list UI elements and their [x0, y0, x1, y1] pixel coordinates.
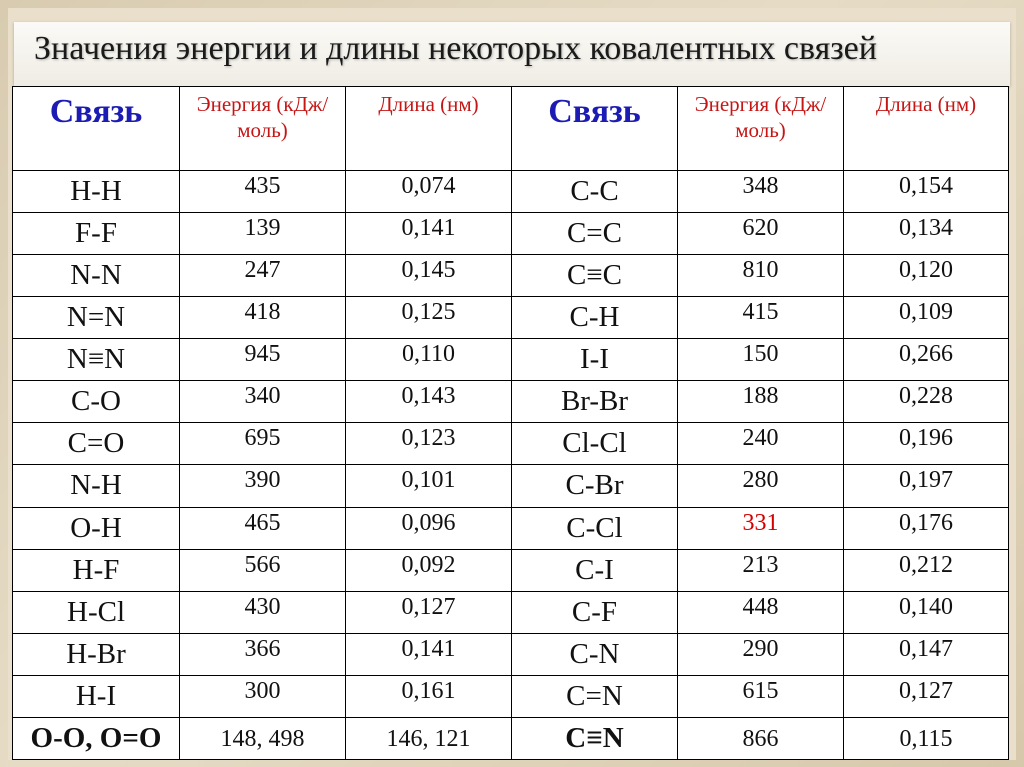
bond-cell-left: N-N	[13, 255, 180, 297]
length-cell-right: 0,176	[844, 507, 1009, 549]
bond-cell-left: H-H	[13, 171, 180, 213]
length-cell-left: 0,101	[346, 465, 512, 507]
bond-cell-right: Cl-Cl	[512, 423, 678, 465]
energy-cell-left: 366	[180, 633, 346, 675]
energy-cell-left: 435	[180, 171, 346, 213]
bond-cell-left: H-Br	[13, 633, 180, 675]
table-row	[13, 633, 1009, 675]
header-bond-label: Связь	[49, 93, 143, 130]
length-cell-right: 0,109	[844, 297, 1009, 339]
energy-cell-right: 415	[678, 297, 844, 339]
length-cell-left: 0,161	[346, 675, 512, 717]
length-cell-left: 0,127	[346, 591, 512, 633]
energy-cell-left: 390	[180, 465, 346, 507]
bond-cell-right: C-I	[512, 549, 678, 591]
length-cell-right: 0,196	[844, 423, 1009, 465]
table-row	[13, 507, 1009, 549]
bond-cell-right: C-H	[512, 297, 678, 339]
length-cell-right: 0,266	[844, 339, 1009, 381]
energy-cell-left: 430	[180, 591, 346, 633]
length-cell-right: 0,197	[844, 465, 1009, 507]
energy-cell-right: 290	[678, 633, 844, 675]
header-bond-label: Связь	[548, 93, 641, 130]
bond-table-container	[12, 86, 1008, 760]
energy-cell-right: 240	[678, 423, 844, 465]
bond-cell-right: C=N	[512, 675, 678, 717]
bond-cell-left: O-H	[13, 507, 180, 549]
energy-cell-right: 331	[678, 507, 844, 549]
energy-cell-right: 615	[678, 675, 844, 717]
bond-cell-right: C-N	[512, 633, 678, 675]
length-cell-right: 0,134	[844, 213, 1009, 255]
bond-cell-right: C≡C	[512, 255, 678, 297]
bond-cell-right: C=C	[512, 213, 678, 255]
page-title: Значения энергии и длины некоторых ковалентных связей	[34, 30, 877, 67]
table-row	[13, 717, 1009, 759]
table-row	[13, 591, 1009, 633]
length-cell-right: 0,147	[844, 633, 1009, 675]
energy-cell-right: 620	[678, 213, 844, 255]
energy-cell-right: 866	[678, 717, 844, 759]
length-cell-left: 0,141	[346, 213, 512, 255]
length-cell-left: 146, 121	[346, 717, 512, 759]
energy-cell-left: 300	[180, 675, 346, 717]
length-cell-right: 0,127	[844, 675, 1009, 717]
bond-cell-right: C-Br	[512, 465, 678, 507]
length-cell-left: 0,110	[346, 339, 512, 381]
table-row	[13, 297, 1009, 339]
length-cell-left: 0,145	[346, 255, 512, 297]
length-cell-left: 0,125	[346, 297, 512, 339]
length-cell-left: 0,143	[346, 381, 512, 423]
energy-cell-left: 945	[180, 339, 346, 381]
energy-cell-left: 340	[180, 381, 346, 423]
table-row	[13, 213, 1009, 255]
header-bond-right	[512, 87, 678, 171]
bond-cell-left: F-F	[13, 213, 180, 255]
length-cell-right: 0,228	[844, 381, 1009, 423]
bond-cell-right: I-I	[512, 339, 678, 381]
bond-cell-left: N-H	[13, 465, 180, 507]
table-row	[13, 465, 1009, 507]
length-cell-right: 0,120	[844, 255, 1009, 297]
length-cell-right: 0,115	[844, 717, 1009, 759]
energy-cell-right: 150	[678, 339, 844, 381]
length-cell-left: 0,092	[346, 549, 512, 591]
table-row	[13, 339, 1009, 381]
table-body	[13, 171, 1009, 760]
header-length-label: Длина (нм)	[378, 92, 479, 116]
header-energy-label: Энергия (кДж/моль)	[196, 92, 329, 142]
bond-table	[12, 86, 1009, 760]
header-energy-label: Энергия (кДж/моль)	[694, 92, 827, 142]
header-length-right	[844, 87, 1009, 171]
header-energy-left	[180, 87, 346, 171]
length-cell-right: 0,212	[844, 549, 1009, 591]
table-row	[13, 675, 1009, 717]
bond-cell-right: C-F	[512, 591, 678, 633]
bond-cell-left: H-Cl	[13, 591, 180, 633]
bond-cell-right: C-C	[512, 171, 678, 213]
header-energy-right	[678, 87, 844, 171]
energy-cell-left: 566	[180, 549, 346, 591]
bond-cell-left: H-I	[13, 675, 180, 717]
energy-cell-left: 148, 498	[180, 717, 346, 759]
length-cell-left: 0,074	[346, 171, 512, 213]
bond-cell-left: C-O	[13, 381, 180, 423]
energy-cell-left: 247	[180, 255, 346, 297]
header-length-left	[346, 87, 512, 171]
energy-cell-left: 695	[180, 423, 346, 465]
bond-cell-left: C=O	[13, 423, 180, 465]
energy-cell-right: 348	[678, 171, 844, 213]
length-cell-left: 0,141	[346, 633, 512, 675]
energy-cell-right: 280	[678, 465, 844, 507]
table-row	[13, 171, 1009, 213]
bond-cell-left: H-F	[13, 549, 180, 591]
bond-cell-right: Br-Br	[512, 381, 678, 423]
header-row	[13, 87, 1009, 171]
energy-cell-right: 810	[678, 255, 844, 297]
energy-cell-right: 213	[678, 549, 844, 591]
bond-cell-left: N=N	[13, 297, 180, 339]
header-bond-left	[13, 87, 180, 171]
energy-cell-right: 448	[678, 591, 844, 633]
bond-cell-left: O-O, O=O	[13, 717, 180, 759]
length-cell-right: 0,154	[844, 171, 1009, 213]
energy-cell-left: 418	[180, 297, 346, 339]
length-cell-left: 0,096	[346, 507, 512, 549]
length-cell-right: 0,140	[844, 591, 1009, 633]
bond-cell-right: C≡N	[512, 717, 678, 759]
bond-cell-right: C-Cl	[512, 507, 678, 549]
energy-cell-left: 139	[180, 213, 346, 255]
energy-cell-right: 188	[678, 381, 844, 423]
table-row	[13, 549, 1009, 591]
bond-cell-left: N≡N	[13, 339, 180, 381]
length-cell-left: 0,123	[346, 423, 512, 465]
title-bar	[14, 22, 1010, 86]
table-row	[13, 381, 1009, 423]
energy-cell-left: 465	[180, 507, 346, 549]
header-length-label: Длина (нм)	[875, 92, 977, 116]
table-row	[13, 255, 1009, 297]
table-row	[13, 423, 1009, 465]
